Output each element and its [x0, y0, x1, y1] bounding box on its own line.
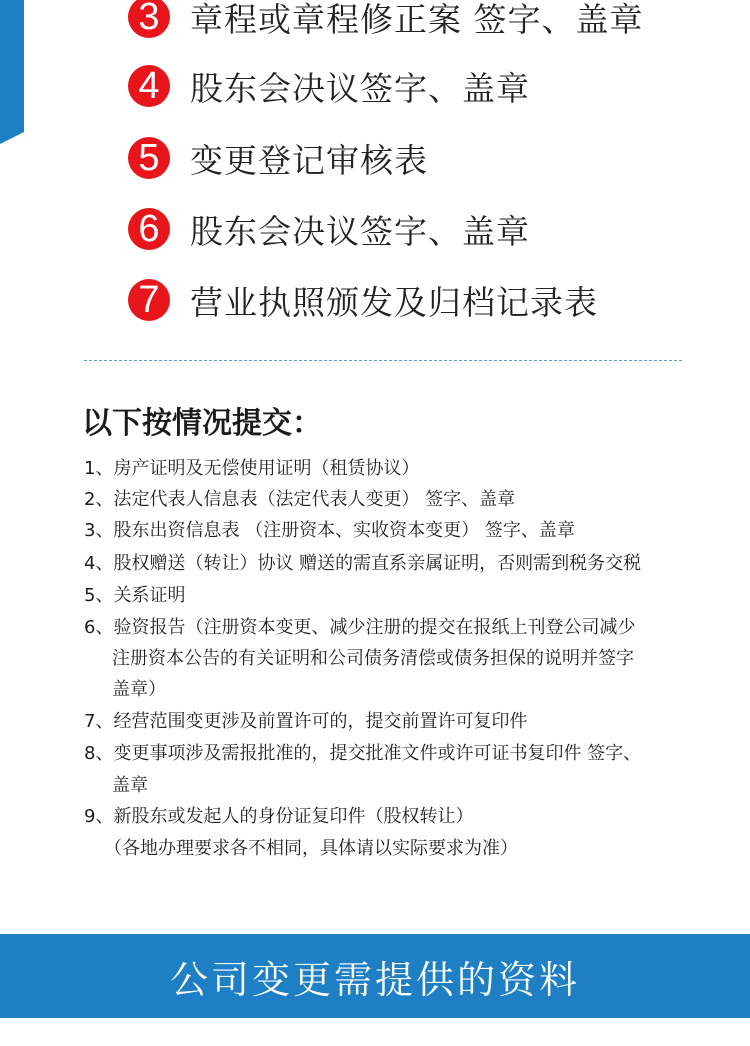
list-item: 6、验资报告（注册资本变更、减少注册的提交在报纸上刊登公司减少 — [84, 617, 636, 638]
step-number-badge: 4 — [128, 65, 170, 107]
list-item-continuation: 盖章） — [112, 679, 166, 700]
list-item: 7、经营范围变更涉及前置许可的，提交前置许可复印件 — [84, 711, 528, 732]
list-note: （各地办理要求各不相同，具体请以实际要求为准） — [104, 838, 518, 859]
list-item: 2、法定代表人信息表（法定代表人变更） 签字、盖章 — [84, 489, 516, 510]
step-item — [128, 275, 598, 325]
step-number-badge: 5 — [128, 137, 170, 179]
step-item — [128, 133, 428, 183]
list-item-continuation: 注册资本公告的有关证明和公司债务清偿或债务担保的说明并签字 — [112, 648, 634, 669]
banner-title: 公司变更需提供的资料 — [169, 957, 580, 1002]
step-label: 股东会决议签字、盖章 — [190, 211, 530, 251]
requirements-title: 以下按情况提交： — [82, 406, 322, 441]
list-item: 1、房产证明及无偿使用证明（租赁协议） — [84, 458, 420, 479]
step-number-badge: 7 — [128, 279, 170, 321]
list-item: 8、变更事项涉及需报批准的，提交批准文件或许可证书复印件 签字、 — [84, 743, 642, 764]
list-item-continuation: 盖章 — [112, 775, 148, 796]
list-item: 3、股东出资信息表 （注册资本、实收资本变更） 签字、盖章 — [84, 520, 575, 541]
step-item — [128, 61, 530, 111]
list-item: 4、股权赠送（转让）协议 赠送的需直系亲属证明，否则需到税务交税 — [84, 553, 642, 574]
step-number-badge: 3 — [128, 0, 170, 38]
step-item — [128, 204, 530, 254]
step-item — [128, 0, 644, 42]
step-label: 章程或章程修正案 签字、盖章 — [190, 0, 644, 39]
step-label: 营业执照颁发及归档记录表 — [190, 282, 598, 322]
step-number-badge: 6 — [128, 208, 170, 250]
step-label: 变更登记审核表 — [190, 140, 428, 180]
list-item: 9、新股东或发起人的身份证复印件（股权转让） — [84, 806, 474, 827]
dashed-divider — [84, 360, 682, 361]
step-label: 股东会决议签字、盖章 — [190, 68, 530, 108]
side-accent-tab — [0, 0, 24, 132]
list-item: 5、关系证明 — [84, 585, 186, 606]
section-banner — [0, 934, 750, 1018]
